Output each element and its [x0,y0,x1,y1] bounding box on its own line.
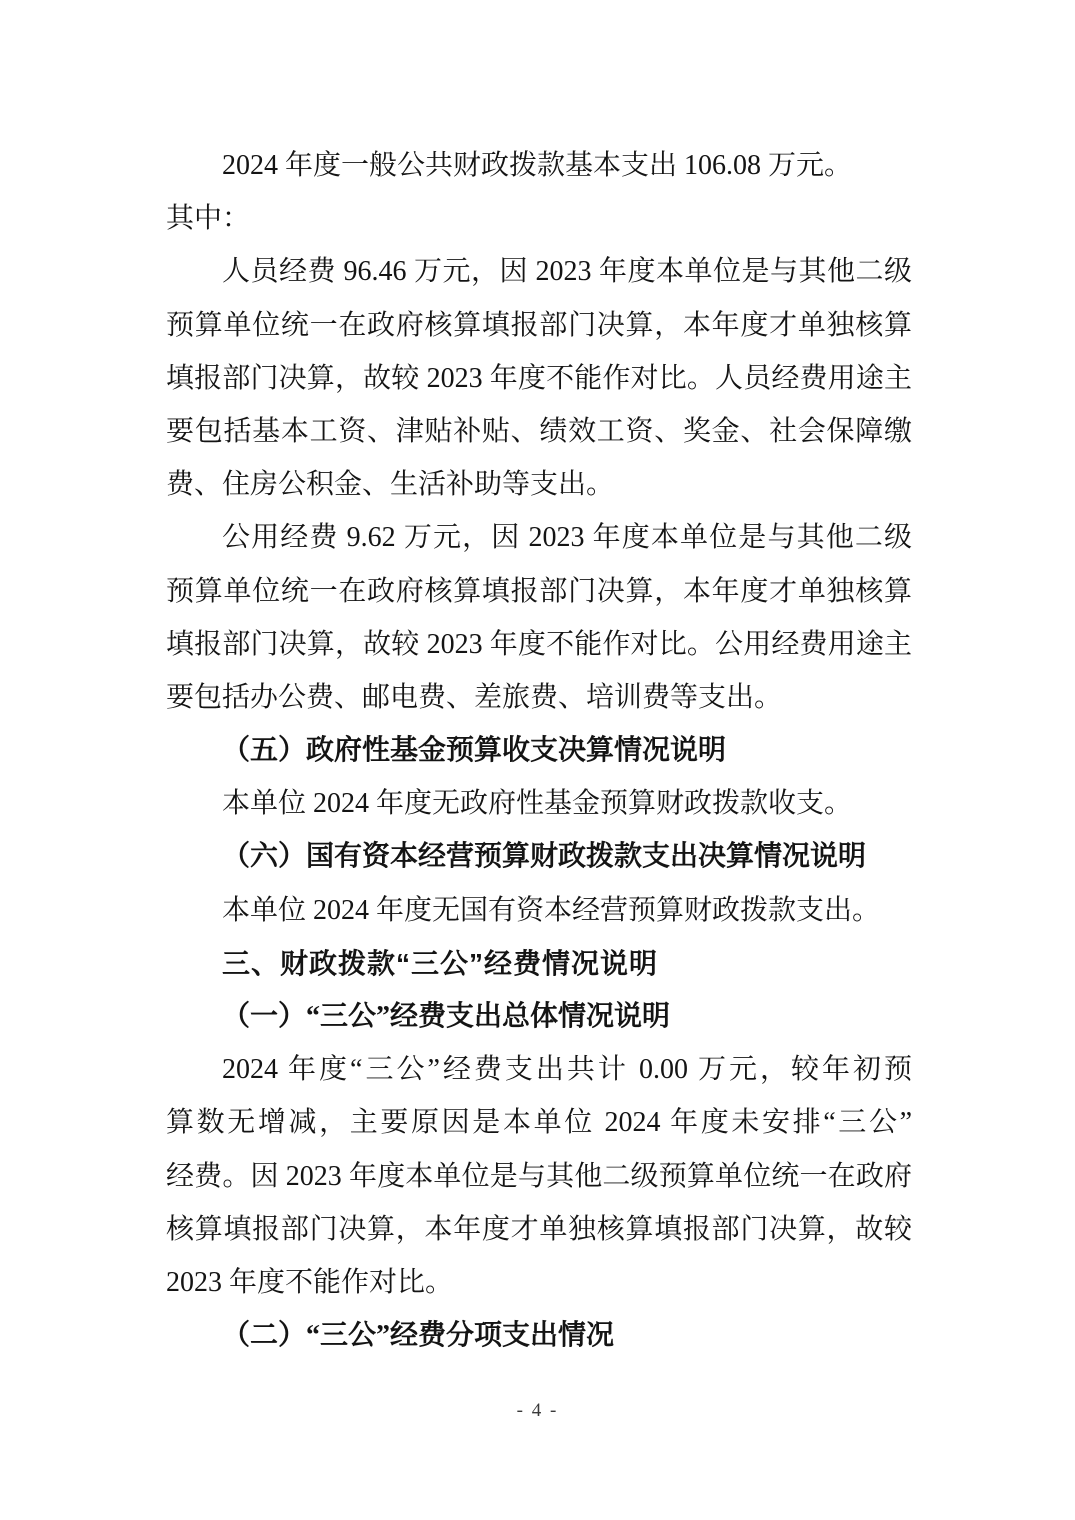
document-line: 要包括办公费、邮电费、差旅费、培训费等支出。 [166,681,783,713]
document-line: 人员经费 96.46 万元，因 2023 年度本单位是与其他二级 [222,256,912,288]
section-heading: （一）“三公”经费支出总体情况说明 [222,1001,671,1032]
document-line: 算数无增减，主要原因是本单位 2024 年度未安排“三公” [166,1107,912,1139]
document-line: 费、住房公积金、生活补助等支出。 [166,469,615,501]
document-line: 要包括基本工资、津贴补贴、绩效工资、奖金、社会保障缴 [166,415,912,447]
document-line: 本单位 2024 年度无政府性基金预算财政拨款收支。 [222,788,853,820]
document-line: 核算填报部门决算，本年度才单独核算填报部门决算，故较 [166,1213,912,1245]
section-heading: （六）国有资本经营预算财政拨款支出决算情况说明 [222,841,867,873]
section-heading: （二）“三公”经费分项支出情况 [222,1320,615,1352]
page-number: - 4 - [516,1400,559,1421]
document-body [166,139,912,1362]
document-line: 经费。因 2023 年度本单位是与其他二级预算单位统一在政府 [166,1160,912,1192]
document-line: 其中： [166,203,251,235]
document-line: 2023 年度不能作对比。 [166,1266,454,1298]
document-line: 预算单位统一在政府核算填报部门决算，本年度才单独核算 [166,575,912,607]
document-line: 2024 年度一般公共财政拨款基本支出 106.08 万元。 [222,150,853,181]
document-line: 本单位 2024 年度无国有资本经营预算财政拨款支出。 [222,894,881,926]
document-line: 预算单位统一在政府核算填报部门决算，本年度才单独核算 [166,309,912,341]
document-line: 公用经费 9.62 万元，因 2023 年度本单位是与其他二级 [222,522,912,554]
document-line: 填报部门决算，故较 2023 年度不能作对比。人员经费用途主 [166,362,912,394]
document-line: 2024 年度“三公”经费支出共计 0.00 万元，较年初预 [222,1054,912,1086]
section-heading: 三、财政拨款“三公”经费情况说明 [222,947,659,979]
section-heading: （五）政府性基金预算收支决算情况说明 [222,735,727,767]
document-line: 填报部门决算，故较 2023 年度不能作对比。公用经费用途主 [166,628,912,660]
